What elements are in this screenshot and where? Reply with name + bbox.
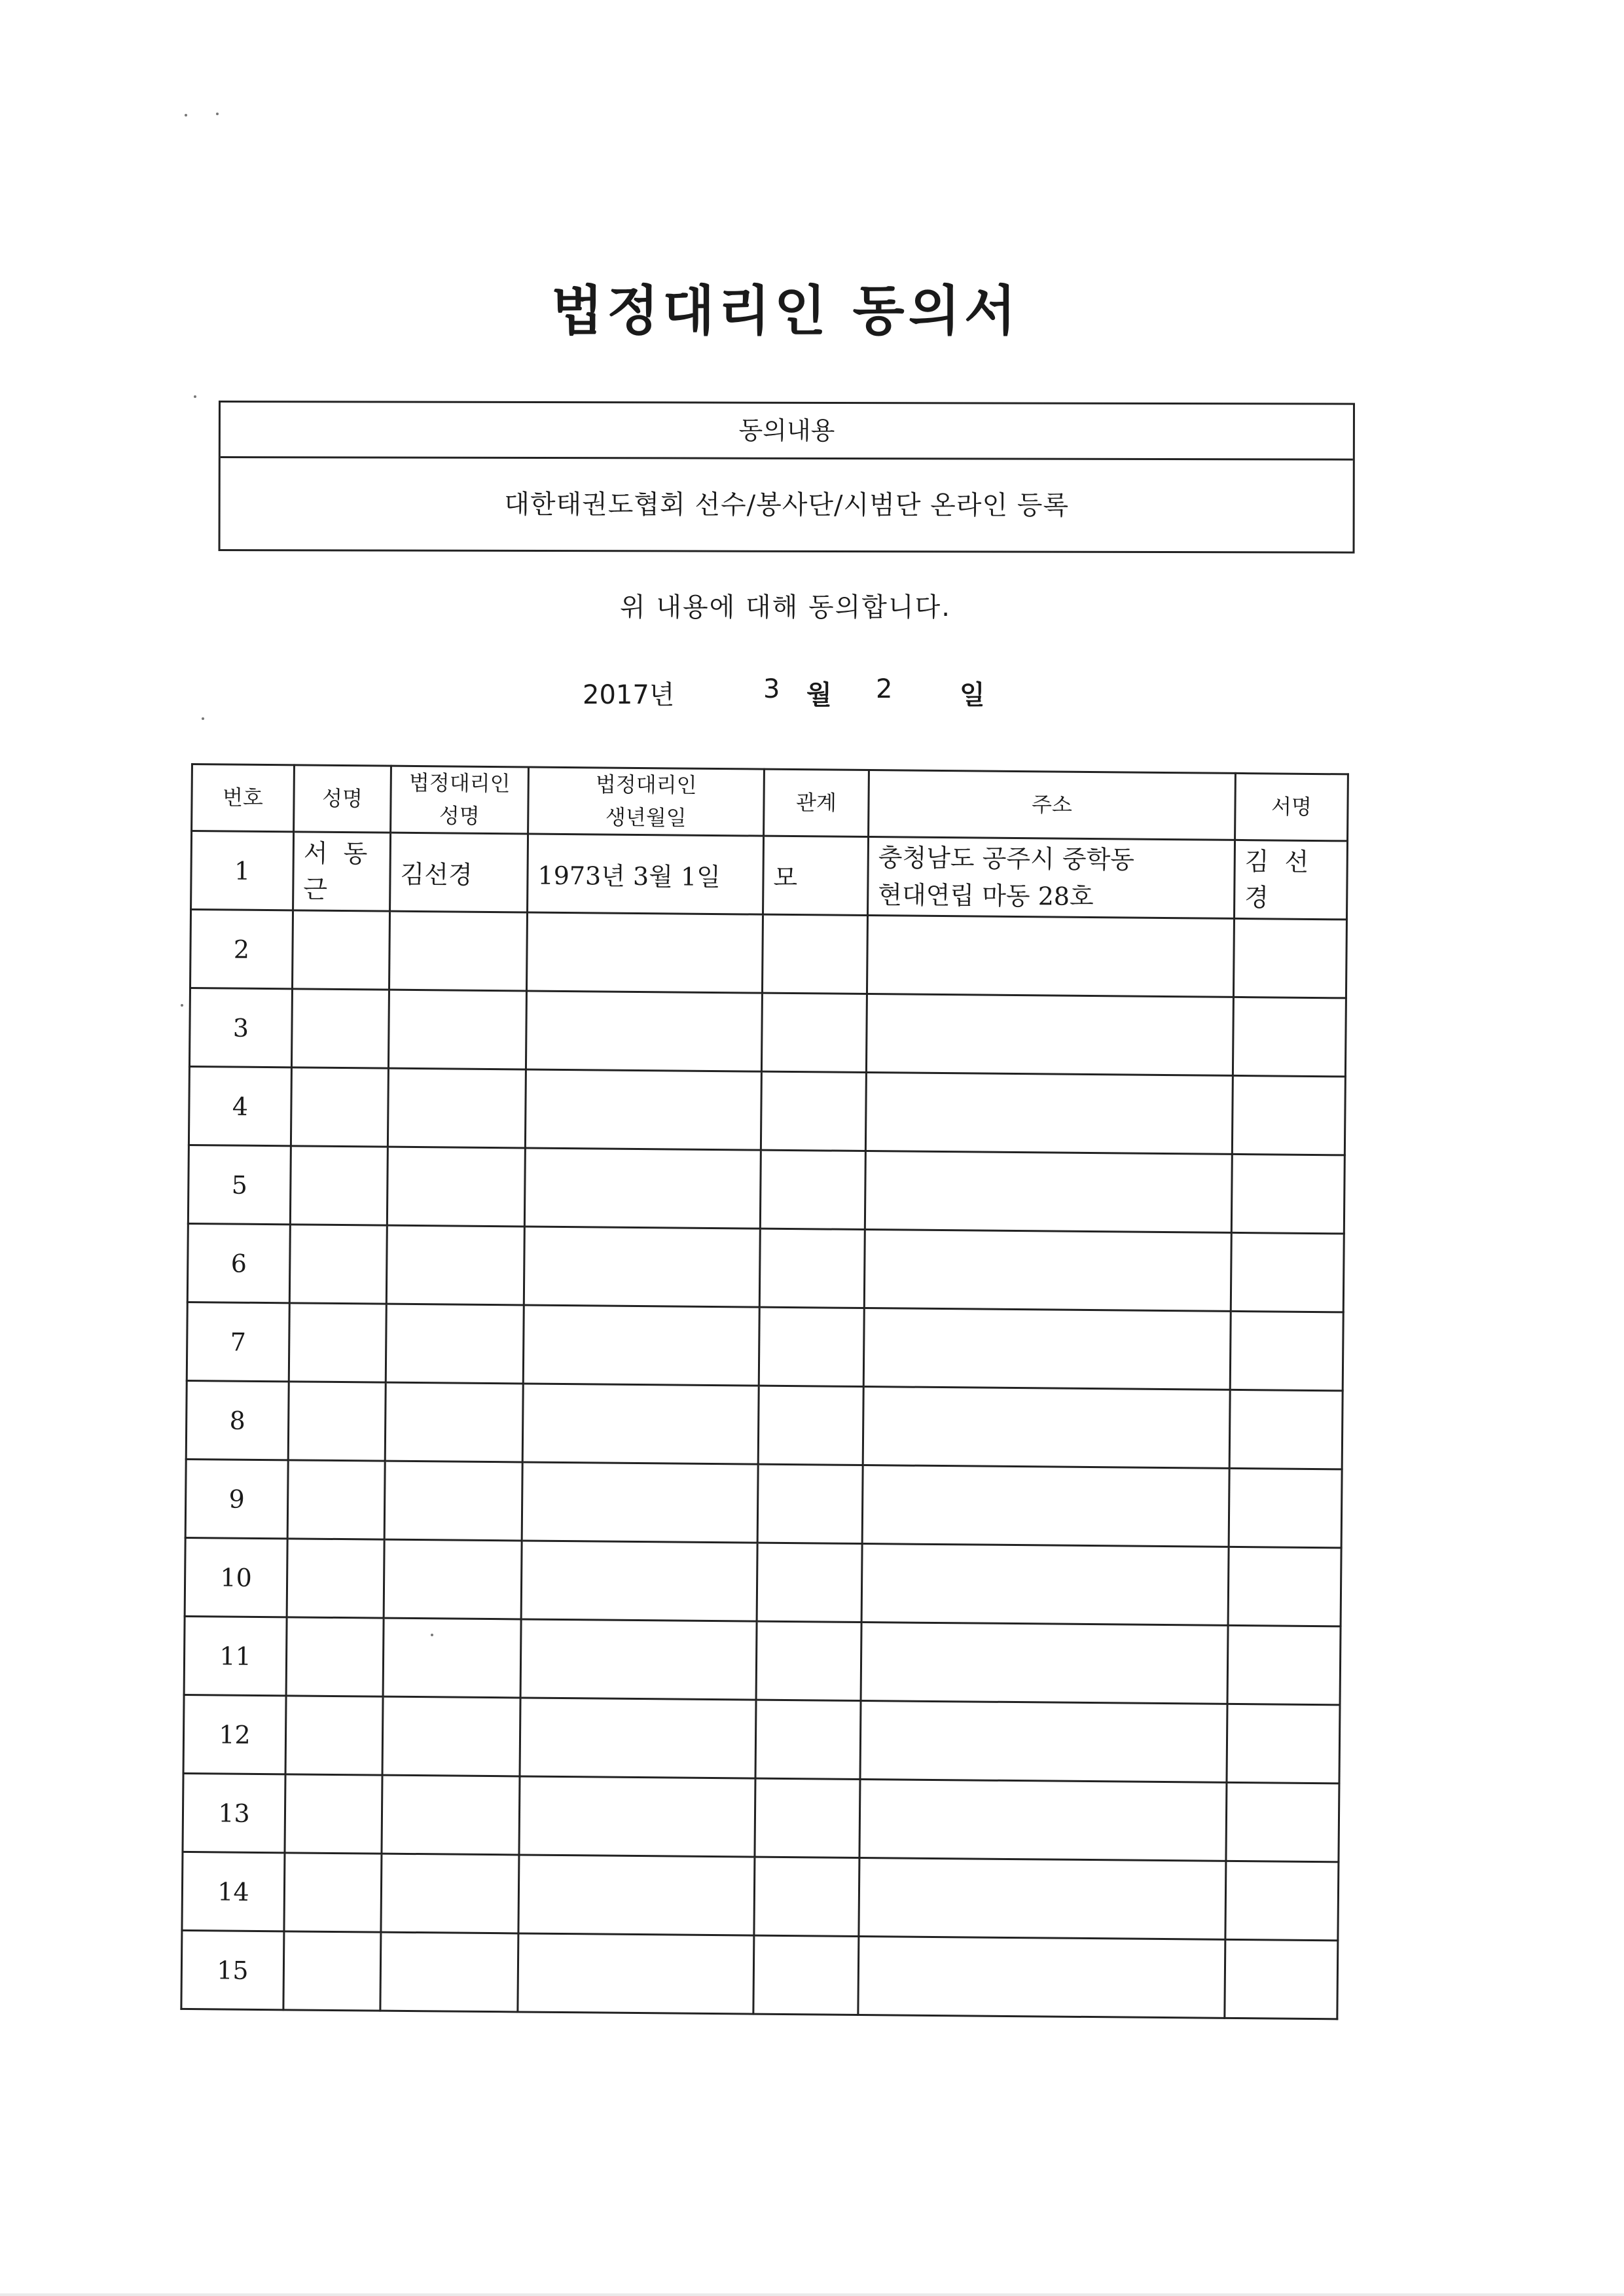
address-line2 (869, 1897, 1225, 1901)
cell-address (861, 1544, 1229, 1626)
cell-name (288, 1382, 386, 1461)
table-header-row (192, 764, 1348, 842)
cell-name-text (298, 1499, 384, 1500)
cell-address (863, 1387, 1230, 1469)
cell-name-text (297, 1578, 383, 1579)
address-line1 (873, 1505, 1228, 1508)
cell-guardian-birth (525, 1069, 761, 1150)
cell-no: 9 (185, 1460, 288, 1539)
document-title: 법정대리인 동의서 (550, 280, 1020, 342)
address-line1 (871, 1662, 1227, 1665)
cell-name (293, 832, 391, 911)
cell-address (865, 1073, 1233, 1155)
cell-guardian-name (386, 1225, 524, 1305)
cell-relation (755, 1778, 860, 1857)
address-line1 (877, 955, 1233, 958)
cell-signature (1225, 1861, 1339, 1941)
cell-signature-text: 김 선 경 (1244, 846, 1313, 912)
cell-address (862, 1465, 1229, 1547)
cell-relation (754, 1857, 859, 1936)
cell-guardian-birth (520, 1619, 757, 1700)
address-line2 (874, 1348, 1229, 1351)
address-line1 (871, 1740, 1226, 1744)
cell-guardian-name (389, 911, 527, 991)
cell-address (859, 1780, 1227, 1861)
cell-signature-text (1235, 1979, 1337, 1980)
cell-guardian-birth (522, 1384, 759, 1464)
table-body (181, 831, 1348, 2019)
cell-no: 11 (184, 1617, 287, 1696)
address-line2 (875, 1191, 1231, 1194)
cell-signature-text (1242, 1115, 1344, 1116)
table-row (190, 910, 1347, 998)
cell-name-text: 서 동 근 (303, 838, 372, 904)
cell-name (291, 1067, 388, 1147)
address-line2 (871, 1740, 1226, 1744)
cell-relation (762, 914, 867, 994)
cell-name (284, 1853, 382, 1932)
address-line2 (872, 1583, 1227, 1587)
address-line2 (876, 1033, 1232, 1037)
date-month-label: 월 (806, 680, 832, 710)
consent-box (219, 401, 1355, 554)
date-month: 3 (763, 674, 780, 704)
address-line1 (876, 1112, 1231, 1115)
scan-speck (202, 717, 204, 720)
table-row (185, 1538, 1341, 1626)
cell-no: 4 (189, 1067, 291, 1146)
cell-name-text (300, 1185, 386, 1186)
cell-relation (756, 1621, 861, 1700)
cell-relation (761, 993, 867, 1072)
cell-name-text (300, 1264, 386, 1265)
cell-guardian-name (382, 1775, 520, 1855)
cell-guardian-name (386, 1304, 524, 1384)
cell-name (287, 1460, 385, 1539)
cell-address (860, 1701, 1227, 1783)
cell-address (863, 1308, 1231, 1390)
cell-signature (1226, 1783, 1339, 1862)
cell-name (292, 910, 389, 990)
cell-signature-text (1241, 1272, 1343, 1273)
header-guardian-name (391, 766, 529, 834)
cell-name-text (302, 1028, 388, 1029)
cell-name (291, 989, 389, 1068)
address-line1 (875, 1269, 1230, 1272)
cell-signature (1233, 919, 1346, 998)
cell-relation: 모 (763, 836, 869, 915)
cell-guardian-birth (522, 1462, 758, 1543)
cell-guardian-name (388, 990, 526, 1069)
cell-guardian-birth (526, 991, 762, 1071)
header-guardian-birth-line2: 생년월일 (605, 804, 687, 831)
table-row (183, 1695, 1340, 1784)
cell-name (290, 1146, 388, 1225)
cell-signature (1234, 840, 1347, 920)
table-row (184, 1617, 1341, 1705)
cell-relation (757, 1543, 862, 1622)
date-year: 2017년 (583, 680, 675, 710)
guardian-table-wrap (180, 763, 1347, 2020)
address-line2 (877, 955, 1233, 958)
cell-relation (760, 1150, 865, 1229)
cell-no: 3 (189, 988, 292, 1067)
table-row (188, 1145, 1344, 1234)
cell-name (287, 1539, 384, 1618)
cell-name (286, 1617, 384, 1696)
address-line2: 현대연립 마동 28호 (878, 880, 1094, 911)
table-row (186, 1381, 1343, 1469)
address-line1 (870, 1819, 1225, 1822)
cell-guardian-name (388, 1068, 526, 1148)
header-name: 성명 (294, 765, 391, 833)
cell-relation (755, 1700, 861, 1779)
table-row (183, 1774, 1339, 1862)
address-line2 (869, 1976, 1224, 1979)
cell-guardian-birth: 1973년 3월 1일 (528, 834, 764, 914)
scan-speck (185, 114, 187, 117)
cell-name (285, 1696, 383, 1775)
header-address: 주소 (869, 770, 1236, 840)
cell-relation (753, 1935, 859, 2015)
cell-signature (1228, 1547, 1341, 1626)
cell-guardian-name (387, 1147, 525, 1227)
cell-address (866, 994, 1233, 1076)
header-guardian-birth-line1: 법정대리인 (595, 772, 697, 798)
cell-guardian-birth (526, 912, 763, 993)
header-relation: 관계 (764, 769, 869, 837)
cell-relation (757, 1464, 863, 1543)
cell-guardian-name (381, 1854, 519, 1933)
cell-signature-text (1236, 1822, 1338, 1823)
cell-guardian-name (383, 1618, 521, 1698)
address-line1 (872, 1583, 1227, 1587)
cell-signature (1231, 1233, 1344, 1312)
cell-no: 6 (187, 1224, 290, 1303)
cell-guardian-birth (524, 1227, 760, 1307)
cell-relation (759, 1307, 864, 1386)
address-line1 (869, 1976, 1224, 1979)
cell-no: 7 (187, 1302, 289, 1382)
address-line1 (876, 1033, 1232, 1037)
date-day-label: 일 (960, 680, 985, 710)
scan-speck (216, 113, 219, 115)
cell-address (858, 1937, 1225, 2018)
cell-guardian-birth (520, 1698, 756, 1778)
cell-no: 1 (191, 831, 294, 910)
cell-no: 10 (185, 1538, 287, 1617)
cell-address (865, 1151, 1232, 1233)
table-row (187, 1302, 1343, 1391)
cell-guardian-name (384, 1461, 522, 1541)
table-row (181, 1931, 1338, 2019)
cell-name-text (295, 1892, 380, 1893)
cell-signature (1232, 1076, 1345, 1155)
cell-relation (761, 1071, 866, 1151)
cell-name-text (298, 1421, 384, 1422)
agreement-statement: 위 내용에 대해 동의합니다. (620, 592, 951, 622)
cell-guardian-birth (518, 1855, 755, 1935)
cell-signature (1233, 997, 1346, 1077)
cell-signature (1229, 1469, 1342, 1548)
header-guardian-birth (528, 767, 765, 836)
cell-no: 12 (183, 1695, 286, 1774)
address-line2 (876, 1112, 1231, 1115)
address-line2 (870, 1819, 1225, 1822)
scan-speck (194, 395, 196, 398)
cell-address (867, 916, 1234, 997)
cell-signature-text (1244, 958, 1345, 959)
cell-guardian-name (384, 1539, 522, 1619)
cell-signature-text (1240, 1429, 1341, 1430)
consent-body: 대한태권도협회 선수/봉사단/시범단 온라인 등록 (504, 489, 1070, 521)
cell-signature (1227, 1704, 1340, 1784)
consent-header: 동의내용 (221, 403, 1353, 461)
table-row (191, 831, 1348, 920)
cell-signature-text (1240, 1351, 1342, 1352)
cell-relation (759, 1229, 865, 1308)
cell-no: 8 (186, 1381, 289, 1460)
cell-signature-text (1239, 1508, 1341, 1509)
table-row (189, 988, 1346, 1077)
table-row (189, 1067, 1345, 1155)
table-row (182, 1852, 1339, 1941)
cell-no: 2 (190, 910, 293, 989)
header-no: 번호 (192, 764, 295, 833)
cell-guardian-name (385, 1382, 523, 1462)
cell-guardian-birth (524, 1148, 761, 1229)
date-day: 2 (876, 674, 893, 704)
cell-guardian-name (382, 1696, 520, 1776)
cell-guardian-birth (519, 1776, 755, 1857)
cell-relation (758, 1386, 863, 1465)
cell-signature (1225, 1940, 1338, 2019)
cell-address (859, 1858, 1226, 1940)
cell-no: 5 (188, 1145, 291, 1225)
cell-name (289, 1303, 386, 1382)
cell-name-text (299, 1342, 385, 1343)
cell-guardian-name (380, 1932, 518, 2012)
header-guardian-name-line1: 법정대리인 (408, 770, 511, 797)
table-row (185, 1460, 1342, 1548)
table-row (187, 1224, 1344, 1312)
cell-signature (1231, 1155, 1344, 1234)
address-line2 (875, 1269, 1230, 1272)
address-line1 (875, 1191, 1231, 1194)
address-line1 (873, 1426, 1229, 1429)
cell-signature (1230, 1312, 1343, 1391)
cell-name (285, 1774, 382, 1854)
cell-signature (1227, 1626, 1341, 1705)
header-guardian-name-line2: 성명 (439, 802, 480, 829)
cell-name (289, 1225, 387, 1304)
scan-speck (181, 1004, 183, 1007)
address-line1 (874, 1348, 1229, 1351)
address-line2 (871, 1662, 1227, 1665)
cell-guardian-birth (518, 1933, 754, 2014)
address-line1: 충청남도 공주시 중학동 (878, 842, 1135, 874)
cell-signature (1229, 1390, 1343, 1469)
guardian-table (180, 763, 1349, 2020)
cell-address (861, 1623, 1228, 1704)
cell-no: 13 (183, 1774, 285, 1853)
cell-name (283, 1931, 381, 2011)
cell-address (868, 837, 1235, 919)
address-line2 (873, 1426, 1229, 1429)
scan-edge (0, 2293, 1624, 2296)
cell-no: 15 (181, 1931, 284, 2010)
cell-name-text (296, 1735, 382, 1736)
header-signature: 서명 (1235, 773, 1348, 841)
cell-guardian-birth (523, 1305, 759, 1386)
address-line2 (873, 1505, 1228, 1508)
address-line1 (869, 1897, 1225, 1901)
cell-guardian-name: 김선경 (390, 833, 528, 912)
cell-no: 14 (182, 1852, 285, 1931)
cell-guardian-birth (521, 1541, 757, 1621)
cell-signature-text (1238, 1665, 1339, 1666)
cell-address (864, 1230, 1231, 1312)
